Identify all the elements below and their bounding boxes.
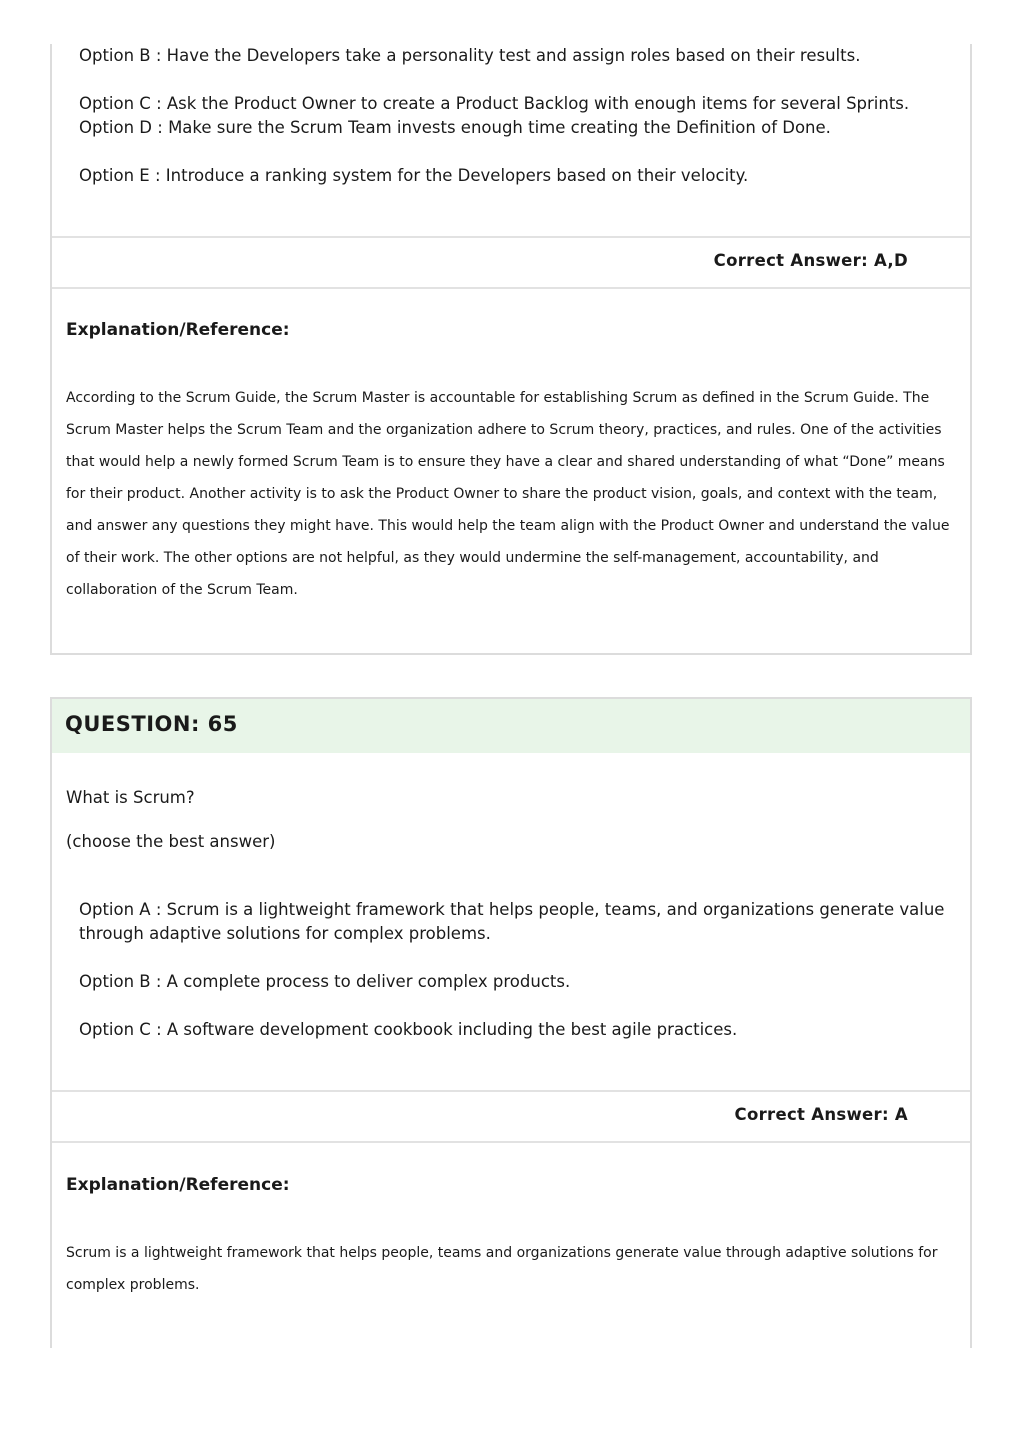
explanation-text	[66, 1237, 956, 1301]
explanation-line: of their work. The other options are not helpful, as they would undermine the self-management, accountability, and	[66, 550, 879, 566]
option-b: Option B : A complete process to deliver complex products.	[79, 972, 571, 991]
explanation-line: and answer any questions they might have. This would help the team align with the Product Owner and understand the value	[66, 518, 950, 534]
option-a	[79, 898, 944, 946]
correct-answer: Correct Answer: A	[734, 1105, 908, 1124]
option-a-line: through adaptive solutions for complex problems.	[79, 924, 491, 943]
explanation-line: collaboration of the Scrum Team.	[66, 582, 298, 598]
option-b: Option B : Have the Developers take a personality test and assign roles based on their results.	[79, 46, 861, 65]
explanation-line: Scrum Master helps the Scrum Team and the organization adhere to Scrum theory, practices, and rules. One of the activities	[66, 422, 942, 438]
option-c: Option C : Ask the Product Owner to create a Product Backlog with enough items for several Sprints.	[79, 94, 910, 113]
option-a-line: Option A : Scrum is a lightweight framework that helps people, teams, and organizations generate value	[79, 900, 945, 919]
question-instruction: (choose the best answer)	[66, 832, 276, 851]
explanation-text	[66, 382, 956, 606]
question-65-card	[50, 697, 972, 1348]
question-stem: What is Scrum?	[66, 788, 195, 807]
explanation-line: According to the Scrum Guide, the Scrum Master is accountable for establishing Scrum as defined in the Scrum Guide. The	[66, 390, 930, 406]
answer-divider-bottom	[52, 1141, 970, 1143]
explanation-line: complex problems.	[66, 1277, 200, 1293]
answer-divider-top	[52, 1090, 970, 1092]
option-d: Option D : Make sure the Scrum Team invests enough time creating the Definition of Done.	[79, 118, 831, 137]
option-c: Option C : A software development cookbook including the best agile practices.	[79, 1020, 738, 1039]
explanation-line: Scrum is a lightweight framework that helps people, teams and organizations generate value through adaptive solutions for	[66, 1245, 938, 1261]
question-header	[52, 699, 970, 753]
explanation-title: Explanation/Reference:	[66, 1175, 290, 1195]
explanation-line: for their product. Another activity is to ask the Product Owner to share the product vision, goals, and context with the team,	[66, 486, 938, 502]
previous-question-card	[50, 44, 972, 655]
answer-divider-bottom	[52, 287, 970, 289]
question-title: QUESTION: 65	[65, 712, 238, 736]
explanation-title: Explanation/Reference:	[66, 320, 290, 340]
explanation-line: that would help a newly formed Scrum Team is to ensure they have a clear and shared understanding of what “Done” means	[66, 454, 945, 470]
correct-answer: Correct Answer: A,D	[713, 251, 908, 270]
option-e: Option E : Introduce a ranking system for the Developers based on their velocity.	[79, 166, 749, 185]
answer-divider-top	[52, 236, 970, 238]
